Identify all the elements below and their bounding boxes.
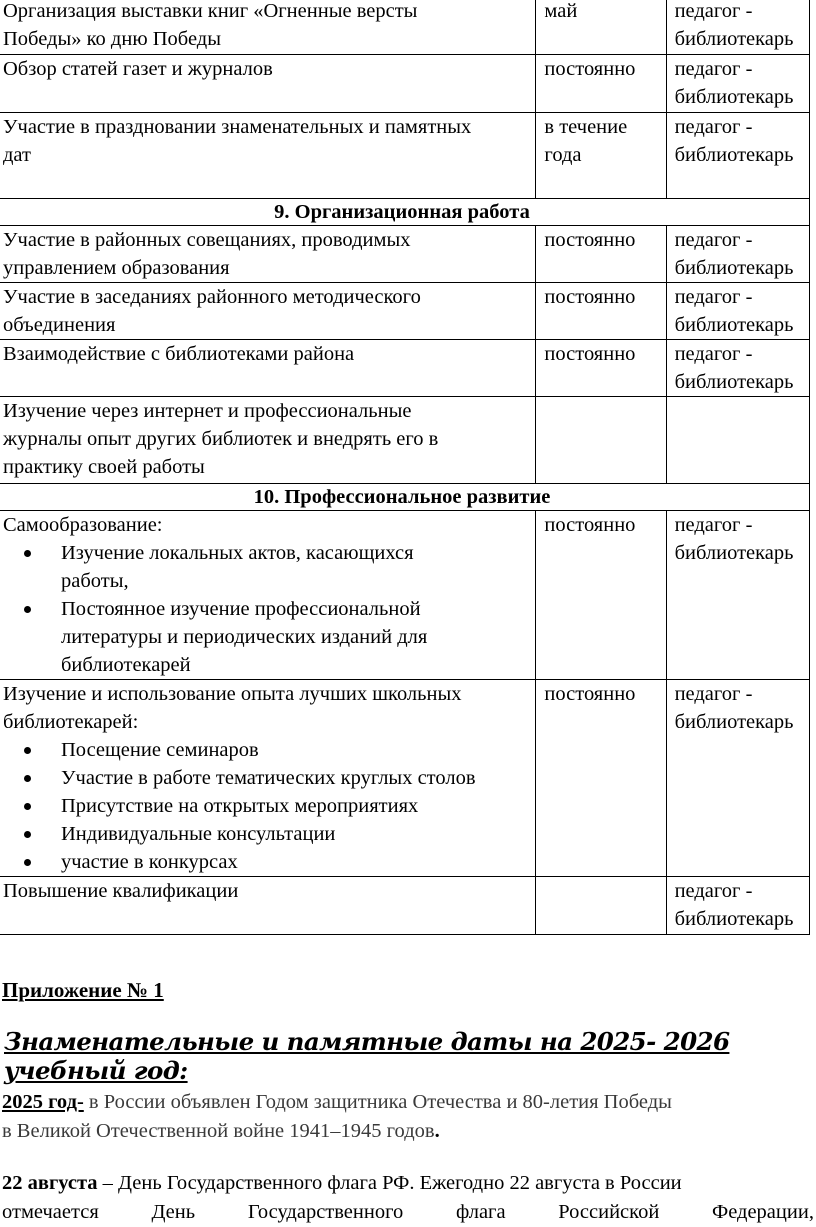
responsible-line: педагог - [674, 58, 753, 80]
term-line: постоянно [544, 683, 636, 705]
table-row [0, 340, 810, 397]
activity-cell [0, 680, 536, 877]
responsible-cell [666, 0, 809, 55]
bullet-text-line: литературы и периодических изданий для [61, 626, 428, 648]
term-line: постоянно [544, 514, 636, 536]
bullet-text-line: Участие в работе тематических круглых столов [61, 767, 476, 789]
activity-line: Участие в праздновании знаменательных и памятных [3, 116, 472, 138]
activity-line: Участие в заседаниях районного методического [3, 286, 421, 308]
year-text-end: . [434, 1120, 440, 1142]
responsible-cell [666, 877, 809, 935]
word: Российской [558, 1201, 660, 1223]
table-row [0, 113, 810, 199]
responsible-cell [666, 511, 809, 680]
responsible-line: библиотекарь [674, 144, 794, 166]
activity-line: объединения [3, 314, 116, 336]
word: Федерации, [712, 1201, 814, 1223]
bullet-icon [24, 550, 31, 557]
bullet-icon [24, 859, 31, 866]
responsible-cell [666, 55, 809, 113]
responsible-cell [666, 283, 809, 340]
responsible-line: библиотекарь [674, 542, 794, 564]
table-row [0, 511, 810, 680]
term-line: постоянно [544, 286, 636, 308]
activity-line: журналы опыт других библиотек и внедрять его в [3, 428, 439, 450]
responsible-line: педагог - [674, 0, 753, 22]
responsible-line: педагог - [674, 229, 753, 251]
section-row-professional [0, 484, 810, 511]
word: флага [455, 1201, 506, 1223]
bullet-text-line: Постоянное изучение профессиональной [61, 598, 421, 620]
bullet-text-line: Присутствие на открытых мероприятиях [61, 795, 419, 817]
activity-cell [0, 283, 536, 340]
term-line: май [544, 0, 578, 22]
bullet-icon [24, 831, 31, 838]
term-cell [536, 511, 666, 680]
appendix-heading: Приложение № 1 [2, 978, 164, 1002]
word: День [151, 1201, 196, 1223]
table-row [0, 397, 810, 484]
bullet-icon [24, 803, 31, 810]
responsible-line: библиотекарь [674, 371, 794, 393]
term-cell [536, 0, 666, 55]
activity-line: управлением образования [3, 257, 230, 279]
term-cell [536, 877, 666, 935]
responsible-line: библиотекарь [674, 908, 794, 930]
bullet-text-line: участие в конкурсах [61, 851, 238, 873]
term-line: постоянно [544, 229, 636, 251]
responsible-line: библиотекарь [674, 86, 794, 108]
responsible-line: библиотекарь [674, 28, 794, 50]
bullet-icon [24, 775, 31, 782]
table-row [0, 877, 810, 935]
year-label: 2025 год- [2, 1091, 84, 1113]
activity-cell [0, 511, 536, 680]
term-line: в течение [544, 116, 628, 138]
table-row [0, 283, 810, 340]
bullet-text-line: Изучение локальных актов, касающихся [61, 542, 414, 564]
responsible-line: педагог - [674, 286, 753, 308]
term-cell [536, 226, 666, 283]
activity-cell [0, 226, 536, 283]
term-cell [536, 55, 666, 113]
responsible-line: библиотекарь [674, 711, 794, 733]
bullet-text-line: библиотекарей [61, 654, 191, 676]
responsible-line: педагог - [674, 683, 753, 705]
section-title: 10. Профессиональное развитие [0, 484, 810, 511]
term-line: постоянно [544, 58, 636, 80]
responsible-line: библиотекарь [674, 314, 794, 336]
date-label: 22 августа [2, 1172, 98, 1194]
bullet-list [3, 539, 535, 679]
responsible-line: библиотекарь [674, 257, 794, 279]
activity-line: Взаимодействие с библиотеками района [3, 343, 355, 365]
responsible-line: педагог - [674, 116, 753, 138]
activity-cell [0, 397, 536, 484]
year-text-line2: в Великой Отечественной войне 1941–1945 годов [2, 1120, 435, 1142]
term-cell [536, 340, 666, 397]
term-cell [536, 113, 666, 199]
date-text-line1: – День Государственного флага РФ. Ежегодно 22 августа в России [97, 1172, 682, 1194]
intro-line: Изучение и использование опыта лучших школьных [3, 683, 462, 705]
table-row [0, 226, 810, 283]
term-cell [536, 397, 666, 484]
responsible-cell [666, 226, 809, 283]
table-row [0, 55, 810, 113]
responsible-line: педагог - [674, 880, 753, 902]
term-cell [536, 680, 666, 877]
bullet-text-line: Индивидуальные консультации [61, 823, 336, 845]
activity-line: Участие в районных совещаниях, проводимых [3, 229, 411, 251]
responsible-line: педагог - [674, 343, 753, 365]
bullet-text-line: Посещение семинаров [61, 739, 259, 761]
date-text-line2 [2, 1198, 814, 1227]
bullet-icon [24, 747, 31, 754]
responsible-cell [666, 340, 809, 397]
year-text-line1: в России объявлен Годом защитника Отечества и 80-летия Победы [83, 1091, 672, 1113]
dates-heading: Знаменательные и памятные даты на 2025- 2026 учебный год: [4, 1027, 730, 1085]
word: Государственного [247, 1201, 404, 1223]
term-cell [536, 283, 666, 340]
list-item [3, 539, 535, 595]
responsible-cell [666, 397, 809, 484]
activity-cell [0, 113, 536, 199]
list-item [3, 848, 535, 876]
intro-line: Самообразование: [3, 514, 163, 536]
paragraph-aug22 [2, 1169, 816, 1227]
activity-line: Повышение квалификации [3, 880, 239, 902]
list-item [3, 595, 535, 679]
list-item [3, 764, 535, 792]
bullet-list [3, 736, 535, 876]
paragraph-2025 [2, 1088, 816, 1146]
list-item [3, 792, 535, 820]
term-line: года [544, 144, 582, 166]
bullet-icon [24, 606, 31, 613]
responsible-cell [666, 680, 809, 877]
section-row-organizational [0, 199, 810, 226]
activity-line: Изучение через интернет и профессиональные [3, 400, 412, 422]
table-row [0, 680, 810, 877]
activity-line: Победы» ко дню Победы [3, 28, 222, 50]
term-line: постоянно [544, 343, 636, 365]
activity-cell [0, 340, 536, 397]
activity-line: Организация выставки книг «Огненные версты [3, 0, 418, 22]
activity-cell [0, 877, 536, 935]
table-row [0, 0, 810, 55]
responsible-cell [666, 113, 809, 199]
activity-cell [0, 0, 536, 55]
intro-line: библиотекарей: [3, 711, 139, 733]
list-item [3, 820, 535, 848]
activity-line: дат [3, 144, 31, 166]
activity-line: практику своей работы [3, 456, 205, 478]
list-item [3, 736, 535, 764]
responsible-line: педагог - [674, 514, 753, 536]
bullet-text-line: работы, [61, 570, 129, 592]
activity-cell [0, 55, 536, 113]
section-title: 9. Организационная работа [0, 199, 810, 226]
word: отмечается [2, 1201, 99, 1223]
activity-line: Обзор статей газет и журналов [3, 58, 273, 80]
